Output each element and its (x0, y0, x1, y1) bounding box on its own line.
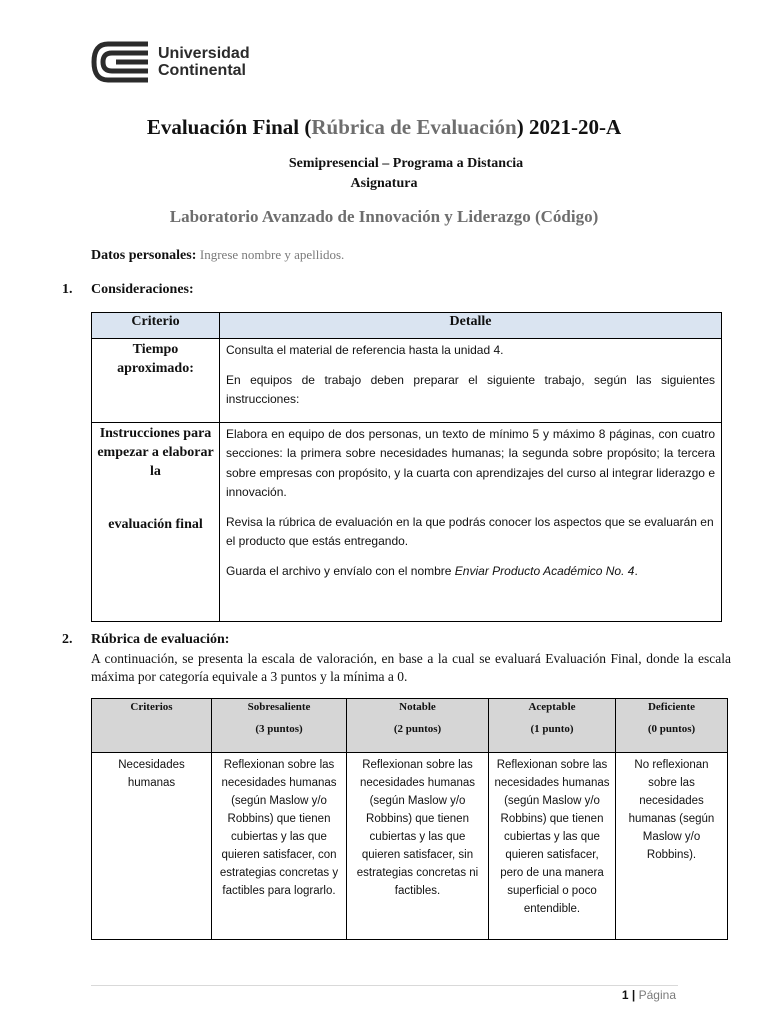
rubric-cell-deficiente: No reflexionan sobre las necesidades humanas (según Maslow y/o Robbins). (616, 753, 728, 940)
considerations-table (91, 312, 722, 622)
rubric-cell-sobresaliente: Reflexionan sobre las necesidades humanas (según Maslow y/o Robbins) que tienen cubiertas y las que quieren satisfacer, con estrategias concretas y factibles para lograrlo. (212, 753, 347, 940)
footer-separator: | (631, 988, 636, 1002)
logo-line-1: Universidad (158, 45, 250, 62)
header-criterio: Criterio (92, 313, 220, 339)
section-1-title: Consideraciones: (91, 282, 194, 297)
criterio-tiempo: Tiempo aproximado: (117, 342, 194, 376)
personal-data-label: Datos personales: (91, 248, 197, 263)
section-1-number: 1. (62, 282, 73, 297)
table-row (92, 753, 728, 940)
rubric-header-name: Aceptable (528, 701, 576, 713)
rubric-cell-aceptable: Reflexionan sobre las necesidades humanas (según Maslow y/o Robbins) que tienen cubiertas y las que quieren satisfacer, pero de una manera superficial o poco entendible. (489, 753, 616, 940)
rubric-table (91, 698, 728, 940)
rubric-header-name: Criterios (130, 701, 173, 713)
page-label: Página (638, 988, 676, 1002)
detalle-cell (220, 339, 722, 423)
title-part-1: Evaluación Final ( (146, 115, 312, 139)
header-detalle: Detalle (220, 313, 722, 339)
detalle-paragraph: Elabora en equipo de dos personas, un texto de mínimo 5 y máximo 8 páginas, con cuatro secciones: la primera sobre necesidades humanas; la segunda sobre propósito; la tercera sobre empresas con propósito, y la cuarta con aprendizajes del curso al integrar liderazgo e innovación. (226, 426, 715, 499)
subject-subtitle: Asignatura (350, 176, 418, 191)
criterio-cell (92, 339, 220, 423)
criterio-evaluacion: evaluación final (108, 516, 203, 532)
section-2-heading (62, 632, 229, 648)
table-row (92, 339, 722, 423)
detalle-text: Guarda el archivo y envíalo con el nombre (226, 563, 455, 578)
rubric-header-name: Sobresaliente (247, 701, 311, 713)
course-name: Laboratorio Avanzado de Innovación y Liderazgo (Código) (169, 207, 599, 226)
rubric-header-criterios (92, 699, 212, 753)
detalle-cell (220, 422, 722, 621)
detalle-paragraph: En equipos de trabajo deben preparar el siguiente trabajo, según las siguientes instrucciones: (226, 372, 715, 406)
detalle-paragraph (226, 562, 715, 582)
table-row (92, 422, 722, 621)
criterio-instrucciones: Instrucciones para empezar a elaborar la (97, 425, 214, 479)
rubric-header-name: Notable (399, 701, 436, 713)
logo-line-2: Continental (158, 62, 246, 79)
continental-logo-icon (90, 40, 150, 84)
rubric-header-points: (2 puntos) (393, 723, 442, 735)
section-1-heading (62, 282, 194, 298)
detalle-filename: Enviar Producto Académico No. 4 (454, 563, 635, 578)
university-logo (90, 40, 250, 84)
footer-divider (91, 985, 678, 986)
criterio-cell (92, 422, 220, 621)
document-title (0, 115, 768, 140)
rubric-header-sobresaliente (212, 699, 347, 753)
modality-subtitle: Semipresencial – Programa a Distancia (288, 156, 524, 171)
logo-text (158, 45, 250, 79)
detalle-paragraph: Revisa la rúbrica de evaluación en la que podrás conocer los aspectos que se evaluarán en el producto que estás entregando. (226, 514, 714, 548)
rubric-cell-notable: Reflexionan sobre las necesidades humanas (según Maslow y/o Robbins) que tienen cubiertas y las que quieren satisfacer, sin estrategias concretas ni factibles. (347, 753, 489, 940)
title-part-3: ) 2021-20-A (516, 115, 622, 139)
rubric-intro: A continuación, se presenta la escala de valoración, en base a la cual se evaluará Evaluación Final, donde la escala máxima por categoría equivale a 3 puntos y la mínima a 0. (91, 651, 731, 684)
rubric-cell-criterio: Necesidades humanas (92, 753, 212, 940)
rubric-header-points: (3 puntos) (255, 723, 303, 735)
detalle-text-end: . (634, 563, 638, 578)
page-footer (622, 988, 676, 1002)
rubric-header-points: (0 puntos) (647, 723, 696, 735)
personal-data (91, 247, 344, 264)
detalle-paragraph: Consulta el material de referencia hasta la unidad 4. (226, 343, 504, 357)
section-2-number: 2. (62, 632, 73, 647)
page-number: 1 (621, 988, 629, 1002)
title-part-2: Rúbrica de Evaluación (311, 115, 517, 139)
rubric-header-notable (347, 699, 489, 753)
rubric-header-row (92, 699, 728, 753)
rubric-header-aceptable (489, 699, 616, 753)
rubric-header-deficiente (616, 699, 728, 753)
rubric-header-name: Deficiente (647, 701, 696, 713)
section-2-title: Rúbrica de evaluación: (91, 632, 230, 647)
name-input-placeholder[interactable]: Ingrese nombre y apellidos. (199, 247, 345, 262)
rubric-header-points: (1 punto) (530, 723, 574, 735)
considerations-header-row (92, 313, 722, 339)
